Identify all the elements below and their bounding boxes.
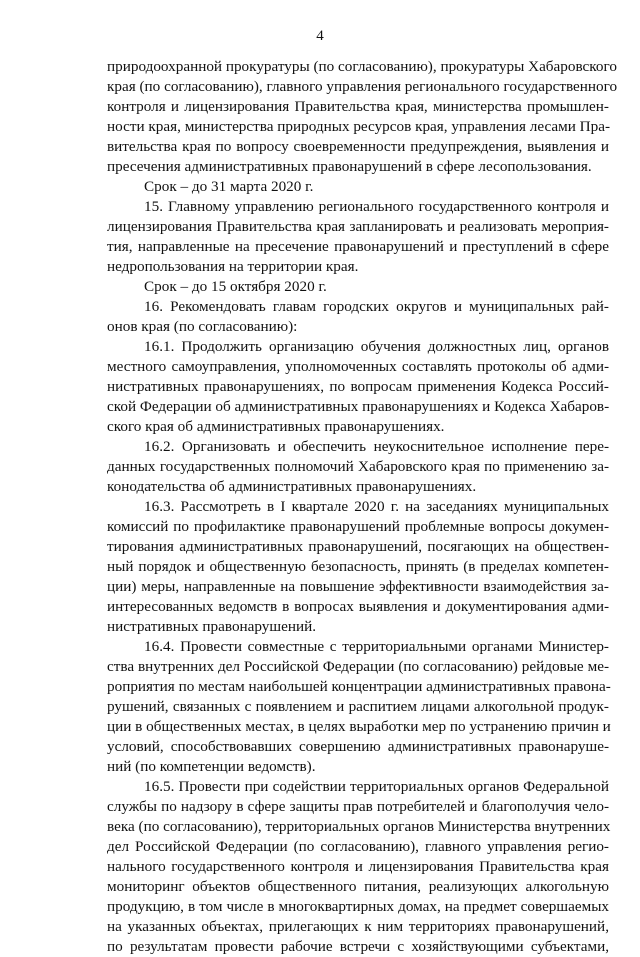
text-line: службы по надзору в сфере защиты прав потребителей и благополучия чело-: [107, 798, 609, 815]
text-line: комиссий по профилактике правонарушений проблемные вопросы докумен-: [107, 518, 609, 535]
text-line: на указанных объектах, прилегающих к ним территориях правонарушений,: [107, 918, 609, 935]
text-line: ской Федерации об административных правонарушениях и Кодекса Хабаров-: [107, 398, 610, 415]
text-line: ции) меры, направленные на повышение эффективности взаимодействия за-: [107, 578, 609, 595]
text-line: 15. Главному управлению регионального государственного контроля и: [144, 198, 609, 215]
text-line: 16.1. Продолжить организацию обучения должностных лиц, органов: [144, 338, 609, 355]
text-line: нистративных правонарушений.: [107, 618, 317, 635]
text-line: мониторинг объектов общественного питания, реализующих алкогольную: [107, 878, 609, 895]
text-line: рушений, связанных с появлением и распитием лицами алкогольной продук-: [107, 698, 609, 715]
text-line: лицензирования Правительства края запланировать и реализовать мероприя-: [107, 218, 609, 235]
text-line: Срок – до 31 марта 2020 г.: [144, 178, 314, 195]
text-line: ции в общественных местах, в целях выработки мер по устранению причин и: [107, 718, 611, 735]
text-line: 16. Рекомендовать главам городских округов и муниципальных рай-: [144, 298, 609, 315]
text-line: ный порядок и общественную безопасность, принять (в пределах компетен-: [107, 558, 609, 575]
text-line: природоохранной прокуратуры (по согласованию), прокуратуры Хабаровского: [107, 58, 617, 75]
text-line: по результатам провести рабочие встречи с хозяйствующими субъектами,: [107, 938, 609, 955]
text-line: 16.2. Организовать и обеспечить неукоснительное исполнение пере-: [144, 438, 609, 455]
text-line: нистративных правонарушениях, по вопросам применения Кодекса Россий-: [107, 378, 609, 395]
page-number: 4: [316, 28, 324, 44]
text-line: роприятия по местам наибольшей концентрации административных правона-: [107, 678, 611, 695]
text-line: условий, способствовавших совершению административных правонаруше-: [107, 738, 609, 755]
text-line: Срок – до 15 октября 2020 г.: [144, 278, 327, 295]
text-line: 16.3. Рассмотреть в I квартале 2020 г. на заседаниях муниципальных: [144, 498, 609, 515]
text-line: недропользования на территории края.: [107, 258, 359, 275]
document-body: [107, 57, 618, 957]
text-line: 16.4. Провести совместные с территориальными органами Министер-: [144, 638, 609, 655]
text-line: продукцию, в том числе в многоквартирных домах, на предмет совершаемых: [107, 898, 609, 915]
text-line: местного самоуправления, уполномоченных составлять протоколы об адми-: [107, 358, 609, 375]
text-line: ского края об административных правонарушениях.: [107, 418, 445, 435]
text-line: тирования административных правонарушений, посягающих на обществен-: [107, 538, 609, 555]
text-line: ний (по компетенции ведомств).: [107, 758, 316, 775]
text-line: ства внутренних дел Российской Федерации (по согласованию) рейдовые ме-: [107, 658, 609, 675]
text-line: контроля и лицензирования Правительства края, министерства промышлен-: [107, 98, 609, 115]
text-line: 16.5. Провести при содействии территориальных органов Федеральной: [144, 778, 609, 795]
text-line: данных государственных полномочий Хабаровского края по применению за-: [107, 458, 609, 475]
text-line: дел Российской Федерации (по согласованию), главного управления регио-: [107, 838, 609, 855]
text-line: века (по согласованию), территориальных органов Министерства внутренних: [107, 818, 611, 835]
text-line: края (по согласованию), главного управления регионального государственного: [107, 78, 618, 95]
text-line: вительства края по вопросу своевременности предупреждения, выявления и: [107, 138, 609, 155]
text-line: интересованных ведомств в вопросах выявления и документирования адми-: [107, 598, 609, 615]
text-line: нального государственного контроля и лицензирования Правительства края: [107, 858, 609, 875]
text-line: ности края, министерства природных ресурсов края, управления лесами Пра-: [107, 118, 611, 135]
text-line: пресечения административных правонарушений в сфере лесопользования.: [107, 158, 592, 175]
text-line: онов края (по согласованию):: [107, 318, 298, 335]
text-line: тия, направленные на пресечение правонарушений и преступлений в сфере: [107, 238, 609, 255]
text-line: конодательства об административных правонарушениях.: [107, 478, 477, 495]
